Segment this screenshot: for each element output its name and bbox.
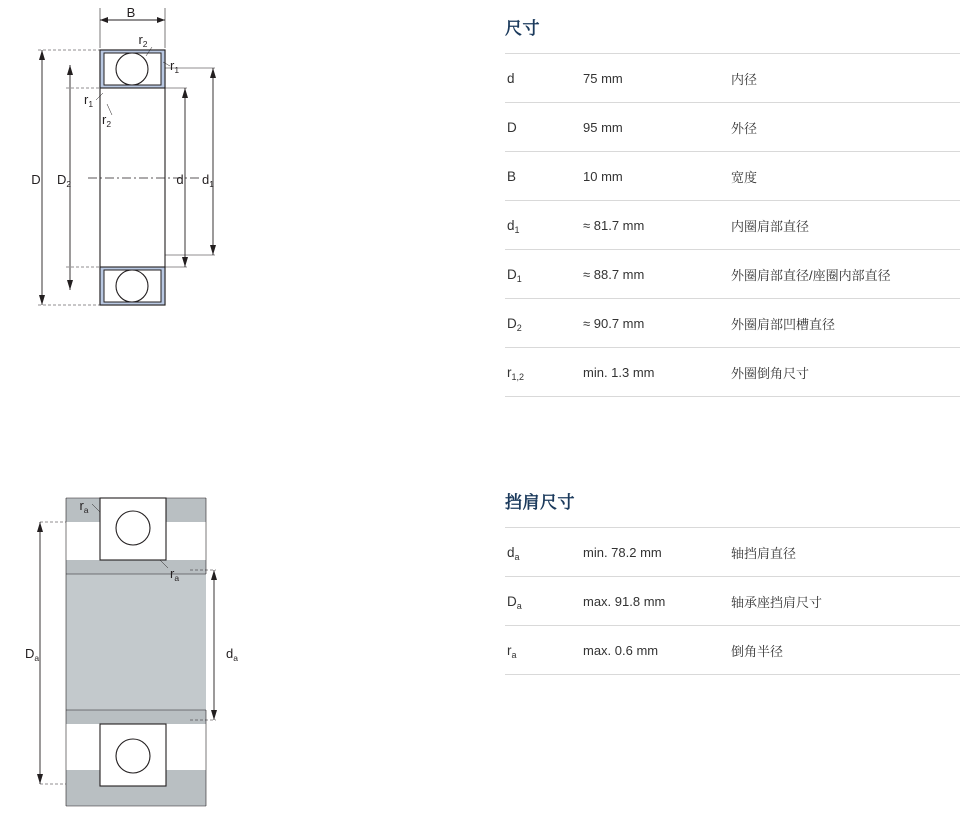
row-symbol: $D_a$ (507, 594, 522, 611)
row-value: max. 0.6 mm (583, 643, 659, 658)
row-value: max. 91.8 mm (583, 594, 666, 609)
row-description: 外圈肩部直径/座圈内部直径 (731, 268, 891, 283)
row-value: ≈ 88.7 mm (583, 267, 645, 282)
row-symbol: B (507, 169, 517, 184)
table-row (505, 299, 960, 348)
label-r1-left: $r_1$ (84, 92, 94, 109)
row-description: 宽度 (731, 170, 758, 185)
label-da: $d_a$ (226, 646, 238, 663)
table-row (505, 54, 960, 103)
label-D: D (31, 172, 41, 187)
table-row (505, 250, 960, 299)
table-row (505, 152, 960, 201)
label-d1: $d_1$ (202, 172, 214, 189)
row-symbol: D (507, 120, 517, 135)
row-symbol: $d_a$ (507, 545, 520, 562)
label-D2: $D_2$ (56, 172, 72, 189)
label-d: d (176, 172, 184, 187)
table-row (505, 103, 960, 152)
label-ra-top: $r_a$ (79, 498, 89, 515)
row-description: 内圈肩部直径 (731, 219, 810, 234)
row-symbol: d (507, 71, 515, 86)
abutment-dimensions-table (505, 527, 960, 675)
bearing-abutment-dimensions-diagram (0, 420, 480, 820)
table-row (505, 348, 960, 397)
row-description: 外圈肩部凹槽直径 (731, 317, 836, 332)
row-value: min. 1.3 mm (583, 365, 655, 380)
table-row (505, 528, 960, 577)
row-value: 10 mm (583, 169, 623, 184)
row-description: 外圈倒角尺寸 (731, 366, 810, 381)
label-r1-top: $r_1$ (170, 58, 180, 75)
row-description: 内径 (731, 72, 758, 87)
table-row (505, 626, 960, 675)
table-row (505, 201, 960, 250)
abutment-dimensions-section (505, 488, 960, 675)
row-value: ≈ 90.7 mm (583, 316, 645, 331)
dimensions-table (505, 53, 960, 397)
row-value: 95 mm (583, 120, 623, 135)
dimensions-section-title: 尺寸 (505, 19, 540, 38)
dimensions-section (505, 14, 960, 397)
row-description: 外径 (731, 121, 758, 136)
row-value: 75 mm (583, 71, 623, 86)
label-B: B (126, 5, 136, 20)
row-symbol: $d_1$ (507, 218, 520, 235)
row-symbol: $D_2$ (507, 316, 522, 333)
row-value: ≈ 81.7 mm (583, 218, 645, 233)
row-symbol: $r_{1,2}$ (507, 365, 525, 382)
row-value: min. 78.2 mm (583, 545, 662, 560)
row-description: 轴挡肩直径 (731, 546, 797, 561)
row-symbol: $D_1$ (507, 267, 522, 284)
label-r2-left: $r_2$ (102, 112, 112, 129)
row-symbol: $r_a$ (507, 643, 517, 660)
label-Da: $D_a$ (24, 646, 40, 663)
row-description: 倒角半径 (731, 644, 784, 659)
abutment-section-title: 挡肩尺寸 (505, 493, 575, 512)
label-r2-top: $r_2$ (138, 32, 148, 49)
table-row (505, 577, 960, 626)
row-description: 轴承座挡肩尺寸 (731, 595, 823, 610)
bearing-cross-section-dimensions-diagram (0, 0, 480, 400)
label-ra-mid: $r_a$ (170, 566, 180, 583)
